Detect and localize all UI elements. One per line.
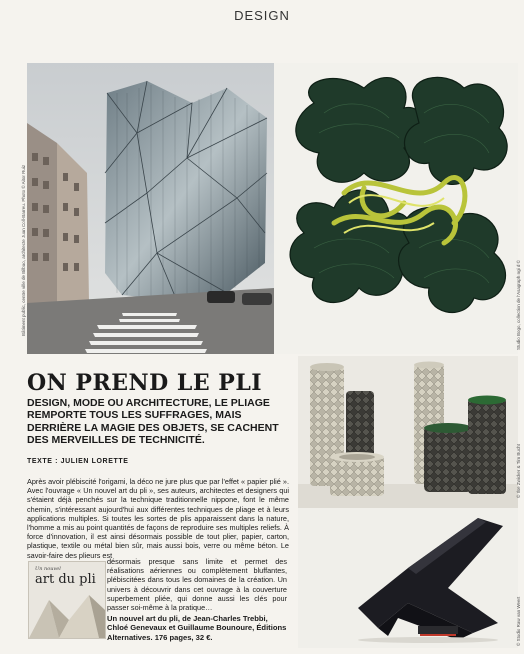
book-cover-small-text: Un nouvel [35, 566, 61, 572]
article-body-part1: Après avoir plébiscité l'origami, la déco ne jure plus que par l'effet « papier plié ». Avec l'ouvrage « Un nouvel art du pli », ses auteurs, architectes et designers qui s'étaient déjà penchés sur la technique traditionnelle nippone, font le même chemin, s'intéressant aujourd'hui aux différentes techniques de pliage et à leurs applications multiples. Si toutes les sortes de plis apparaissent dans la nature, l'homme a mis au point quantités de façons de reproduire ses multiples reliefs. À force d'innovation, il est ainsi désormais possible de tout plier, papier, carton, plastique, textile ou métal bien sûr, mais aussi bois, verre ou même béton. Le savoir-faire des plieurs est [27, 477, 289, 560]
vases-photo [298, 356, 518, 508]
book-caption: Un nouvel art du pli, de Jean-Charles Trebbi, Chloé Genevaux et Guillaume Bounoure, Éditions Alternatives. 176 pages, 32 €. [107, 614, 287, 642]
article-body-part2: désormais presque sans limite et permet des réalisations aériennes ou complètement bluffantes, plébiscitées dans tous les domaines de la création. Un univers à découvrir dans cet ouvrage à la couverture superbement pliée, qui donne aussi les clés pour passer soi-même à la pratique… [107, 557, 287, 613]
article-credit: TEXTE : JULIEN LORETTE [27, 458, 129, 465]
vases-caption: © Ilse Zwicker & Tim Bucht [516, 444, 521, 498]
book-cover-title: art du pli [35, 572, 96, 587]
chair-caption: © Studio Raw van Weert [516, 596, 521, 646]
section-header: DESIGN [234, 8, 290, 23]
building-photo [27, 63, 274, 354]
folded-paper-illustration [29, 590, 105, 638]
building-caption: Bâtiment public, centre ville de Bilbao, architecte Juan Coll-Barreu. Photo © Aitor Ruiz [21, 164, 26, 336]
sculpture-photo [274, 63, 518, 354]
sculpture-caption: Studio Bogo, collection de l'Asagraph ngi d © [516, 260, 521, 350]
article-headline: ON PREND LE PLI [27, 370, 263, 396]
article-standfirst: DESIGN, MODE OU ARCHITECTURE, LE PLIAGE REMPORTE TOUS LES SUFFRAGES, MAIS DERRIÈRE LA MAGIE DES OBJETS, SE CACHENT DES MERVEILLES DE TECHNICITÉ. [27, 397, 279, 447]
book-cover [28, 561, 106, 639]
chair-photo [298, 508, 518, 648]
